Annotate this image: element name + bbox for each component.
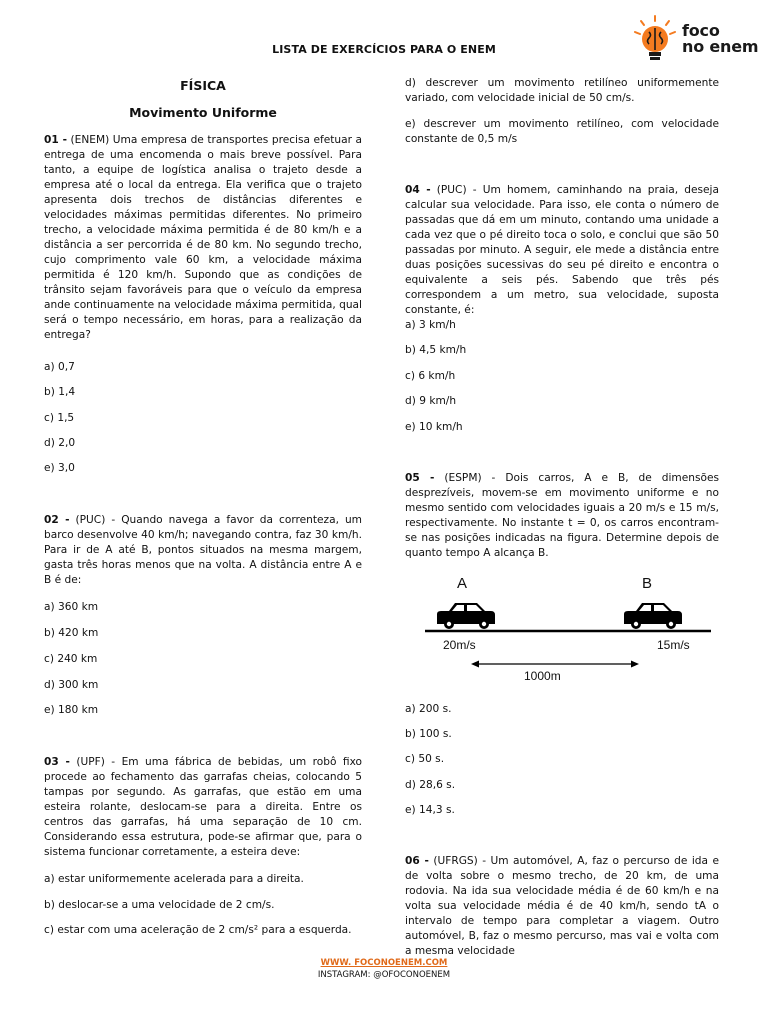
- q01-option-e: e) 3,0: [44, 462, 75, 474]
- q01-option-b: b) 1,4: [44, 386, 76, 398]
- cars-figure: [405, 572, 717, 688]
- question-03: [44, 755, 362, 860]
- q03-option-b: b) deslocar-se a uma velocidade de 2 cm/s.: [44, 899, 275, 911]
- question-number: 05 -: [405, 472, 435, 484]
- question-number: 01 -: [44, 134, 67, 146]
- question-text: (UFRGS) - Um automóvel, A, faz o percurso de ida e de volta sobre o mesmo trecho, de 20 km, de uma rodovia. Na ida sua velocidade média é de 60 km/h e na volta sua velocidade média é de 40 km/h, sendo tA o intervalo de tempo para completar a viagem. Outro automóvel, B, faz o mesmo percurso, mas vai e volta com a mesma velocidade: [405, 855, 719, 957]
- q05-option-b: b) 100 s.: [405, 728, 452, 740]
- brain-lightbulb-icon: [630, 14, 680, 64]
- subject-name: FÍSICA: [180, 78, 226, 93]
- q02-option-e: e) 180 km: [44, 704, 99, 716]
- question-05: [405, 471, 719, 561]
- q04-option-d: d) 9 km/h: [405, 395, 457, 407]
- q04-option-c: c) 6 km/h: [405, 370, 456, 382]
- question-text: (PUC) - Um homem, caminhando na praia, deseja calcular sua velocidade. Para isso, ele conta o número de passadas que dá em um minuto, contando uma unidade a cada vez que o pé direito toca o solo, e conclui que são 50 passadas por minuto. A seguir, ele mede a distância entre duas posições sucessivas do seu pé direito e encontra o equivalente a seis pés. Sabendo que três pés correspondem a um metro, sua velocidade, suposta constante, é:: [405, 184, 719, 316]
- q02-option-c: c) 240 km: [44, 653, 98, 665]
- logo-text-line1: foco: [682, 21, 720, 40]
- q03-option-a: a) estar uniformemente acelerada para a direita.: [44, 873, 304, 885]
- question-number: 03 -: [44, 756, 70, 768]
- q03-option-d: d) descrever um movimento retilíneo uniformemente variado, com velocidade inicial de 50 cm/s.: [405, 77, 719, 104]
- question-number: 04 -: [405, 184, 431, 196]
- question-text: (UPF) - Em uma fábrica de bebidas, um robô fixo procede ao fechamento das garrafas cheias, colocando 5 tampas por segundo. As garrafas, que estão em uma esteira rolante, deslocam-se para a direita. Entre os centros das garrafas, há uma separação de 10 cm. Considerando essa estrutura, pode-se afirmar que, para o sistema funcionar corretamente, a esteira deve:: [44, 756, 362, 858]
- logo-text-line2: no enem: [682, 37, 759, 56]
- document-title: LISTA DE EXERCÍCIOS PARA O ENEM: [272, 43, 496, 56]
- question-number: 06 -: [405, 855, 429, 867]
- q02-option-a: a) 360 km: [44, 601, 99, 613]
- car-b-icon: [624, 603, 682, 629]
- q01-option-c: c) 1,5: [44, 412, 75, 424]
- q05-option-c: c) 50 s.: [405, 753, 445, 765]
- car-a-label: A: [457, 575, 468, 592]
- q03-option-c: c) estar com uma aceleração de 2 cm/s² para a esquerda.: [44, 924, 352, 936]
- topic-name: Movimento Uniforme: [129, 105, 277, 120]
- question-text: (ENEM) Uma empresa de transportes precisa efetuar a entrega de uma encomenda o mais breve possível. Para tanto, a equipe de logística analisa o trajeto desde a empresa até o local da entrega. Ela verifica que o trajeto apresenta dois trechos de distâncias diferentes e velocidades máximas permitidas diferentes. No primeiro trecho, a velocidade máxima permitida é de 80 km/h e a distância a ser percorrida é de 80 km. No segundo trecho, cujo comprimento vale 60 km, a velocidade máxima permitida é 120 km/h. Supondo que as condições de trânsito sejam favoráveis para que o veículo da empresa ande continuamente na velocidade máxima permitida, qual será o tempo necessário, em horas, para a realização da entrega?: [44, 134, 362, 341]
- question-number: 02 -: [44, 514, 70, 526]
- question-02: [44, 513, 362, 588]
- question-01: [44, 133, 362, 343]
- q02-option-b: b) 420 km: [44, 627, 99, 639]
- question-text: (ESPM) - Dois carros, A e B, de dimensões desprezíveis, movem-se em movimento uniforme e no mesmo sentido com velocidades iguais a 20 m/s e 15 m/s, respectivamente. No instante t = 0, os carros encontram-se nas posições indicadas na figura. Determine depois de quanto tempo A alcança B.: [405, 472, 720, 559]
- q04-option-b: b) 4,5 km/h: [405, 344, 467, 356]
- q02-option-d: d) 300 km: [44, 679, 99, 691]
- foco-no-enem-logo: [630, 14, 760, 64]
- q05-option-e: e) 14,3 s.: [405, 804, 455, 816]
- distance-label: 1000m: [524, 669, 561, 683]
- q05-option-a: a) 200 s.: [405, 703, 452, 715]
- q01-option-a: a) 0,7: [44, 361, 75, 373]
- question-04: [405, 183, 719, 318]
- q01-option-d: d) 2,0: [44, 437, 76, 449]
- q05-option-d: d) 28,6 s.: [405, 779, 456, 791]
- instagram-handle: INSTAGRAM: @OFOCONOENEM: [317, 970, 451, 980]
- car-b-label: B: [642, 575, 653, 592]
- website-link[interactable]: WWW. FOCONOENEM.COM: [320, 958, 448, 968]
- distance-arrow: [471, 661, 639, 668]
- speed-a-label: 20m/s: [443, 638, 476, 652]
- question-text: (PUC) - Quando navega a favor da correnteza, um barco desenvolve 40 km/h; navegando contra, faz 30 km/h. Para ir de A até B, pontos situados na mesma margem, gasta três horas menos que na volta. A distância entre A e B é de:: [44, 514, 362, 586]
- car-a-icon: [437, 603, 495, 629]
- figure-drawing: [405, 572, 717, 688]
- question-06: [405, 854, 719, 959]
- q04-option-a: a) 3 km/h: [405, 319, 456, 331]
- q04-option-e: e) 10 km/h: [405, 421, 463, 433]
- speed-b-label: 15m/s: [657, 638, 690, 652]
- q03-option-e: e) descrever um movimento retilíneo, com velocidade constante de 0,5 m/s: [405, 118, 719, 145]
